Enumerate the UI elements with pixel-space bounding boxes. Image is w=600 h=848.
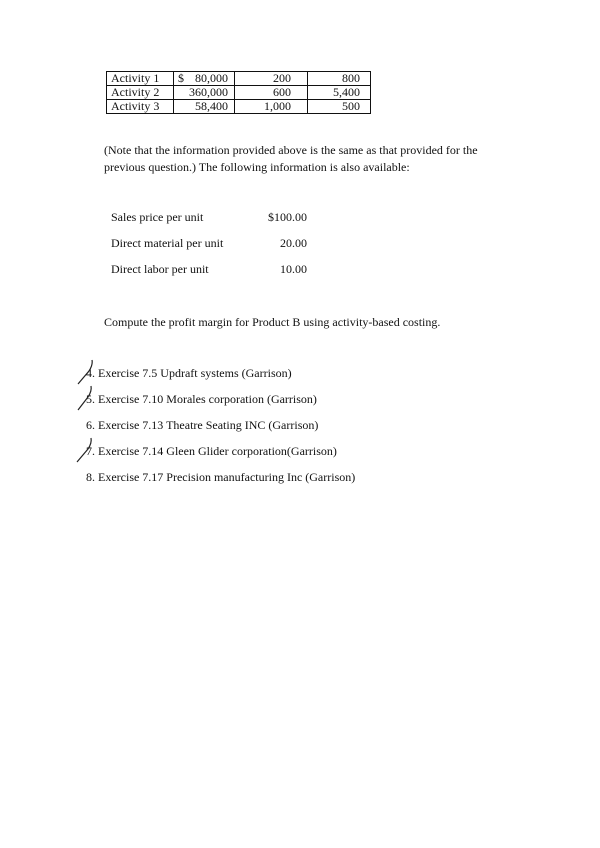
currency-sign: $ <box>178 71 184 85</box>
question-text: Compute the profit margin for Product B using activity-based costing. <box>104 315 441 329</box>
item-text: Exercise 7.17 Precision manufacturing Inc (Garrison) <box>98 470 356 484</box>
activity-table <box>106 71 371 114</box>
activity-name: Activity 1 <box>107 72 174 86</box>
activity-col3: 5,400 <box>308 86 371 100</box>
list-item <box>86 392 317 407</box>
activity-cost: $ 80,000 <box>174 72 235 86</box>
item-text: Exercise 7.14 Gleen Glider corporation(Garrison) <box>98 444 337 458</box>
activity-name: Activity 2 <box>107 86 174 100</box>
activity-col2: 600 <box>235 86 308 100</box>
note-paragraph: (Note that the information provided above is the same as that provided for the previous question.) The following information is also available: <box>104 143 478 174</box>
activity-cost: 360,000 <box>174 86 235 100</box>
table-row <box>107 72 371 86</box>
activity-cost: 58,400 <box>174 100 235 114</box>
info-value: 20.00 <box>280 236 307 250</box>
activity-col2: 1,000 <box>235 100 308 114</box>
info-label: Direct labor per unit <box>111 262 209 276</box>
table-row <box>107 100 371 114</box>
info-label: Sales price per unit <box>111 210 204 224</box>
info-label: Direct material per unit <box>111 236 224 250</box>
item-number: 6. <box>86 418 95 432</box>
table-row <box>107 86 371 100</box>
item-number: 4. <box>86 366 95 380</box>
activity-col2: 200 <box>235 72 308 86</box>
activity-name: Activity 3 <box>107 100 174 114</box>
list-item <box>86 366 292 381</box>
info-value: $100.00 <box>268 210 307 224</box>
item-text: Exercise 7.5 Updraft systems (Garrison) <box>98 366 292 380</box>
list-item <box>86 418 318 433</box>
list-item <box>86 444 337 459</box>
item-number: 8. <box>86 470 95 484</box>
item-text: Exercise 7.13 Theatre Seating INC (Garrison) <box>98 418 319 432</box>
item-text: Exercise 7.10 Morales corporation (Garrison) <box>98 392 317 406</box>
list-item <box>86 470 355 485</box>
activity-col3: 800 <box>308 72 371 86</box>
item-number: 7. <box>86 444 95 458</box>
item-number: 5. <box>86 392 95 406</box>
info-value: 10.00 <box>280 262 307 276</box>
activity-col3: 500 <box>308 100 371 114</box>
